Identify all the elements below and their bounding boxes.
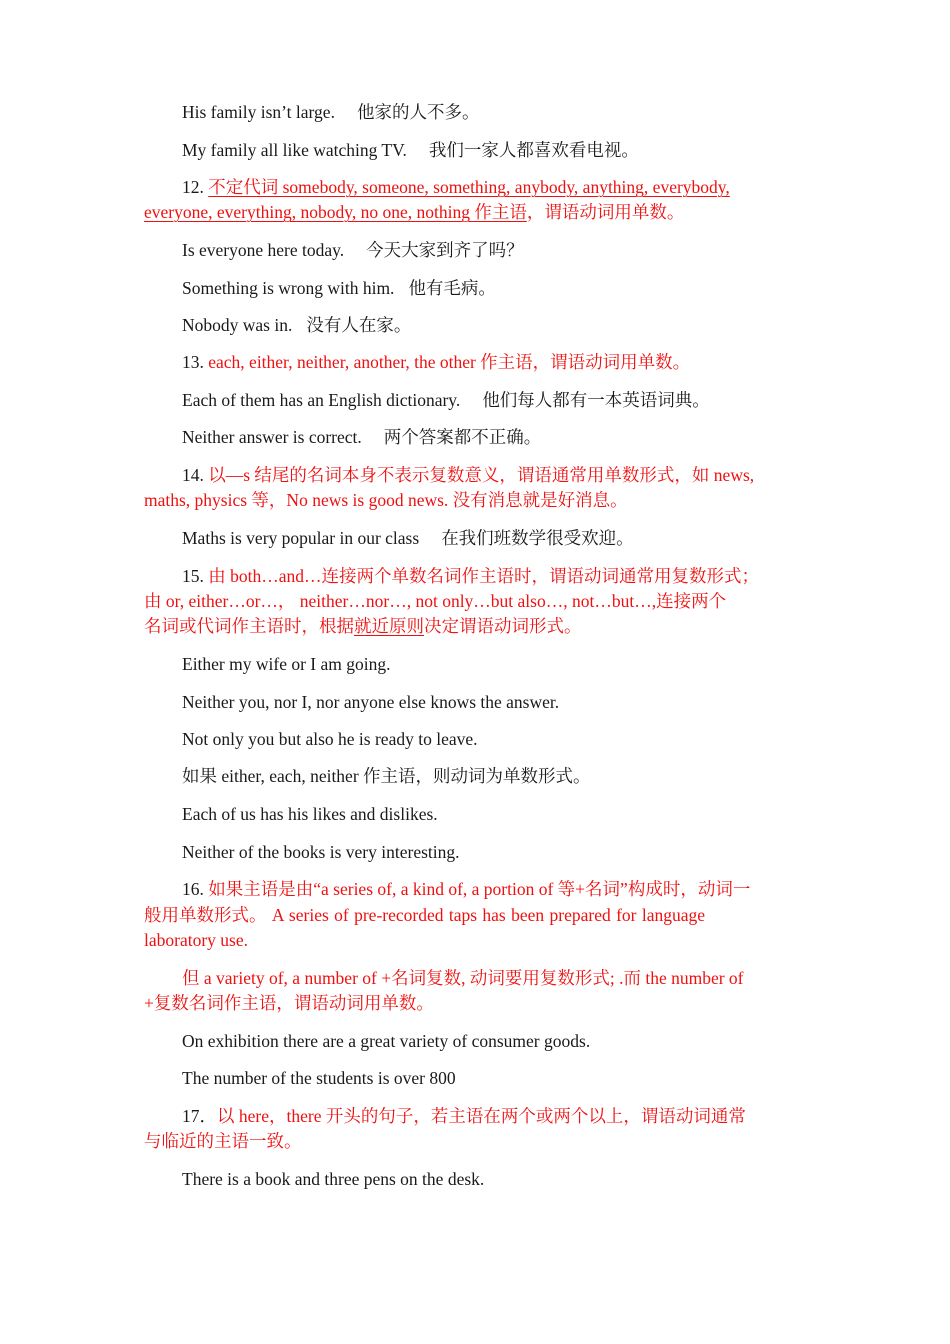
rule-16b-line-1 [182, 966, 808, 991]
example-english: On exhibition there are a great variety of consumer goods. [182, 1031, 591, 1051]
rule-text: 般用单数形式。 A series of pre-recorded taps has been prepared for language [144, 905, 706, 925]
note-text: 如果 either, each, neither 作主语，则动词为单数形式。 [182, 766, 591, 786]
example-chinese: 没有人在家。 [306, 315, 412, 335]
rule-text: 以—s 结尾的名词本身不表示复数意义，谓语通常用单数形式，如 news, [208, 465, 755, 485]
example-line [182, 313, 808, 338]
rule-15-line-2 [144, 589, 808, 614]
example-line [182, 138, 808, 163]
rule-text: 与临近的主语一致。 [144, 1131, 302, 1151]
example-english: Not only you but also he is ready to leave. [182, 729, 478, 749]
example-line [182, 802, 808, 827]
example-line [182, 727, 808, 752]
rule-16-line-1 [182, 877, 808, 902]
rule-text: 不定代词 somebody, someone, something, anybody, anything, everybody, [208, 177, 730, 197]
example-english: There is a book and three pens on the desk. [182, 1169, 485, 1189]
rule-number: 12. [182, 177, 204, 197]
example-english: The number of the students is over 800 [182, 1068, 456, 1088]
rule-text: ，谓语动词用单数。 [526, 202, 685, 222]
example-line [182, 1066, 808, 1091]
example-line [182, 238, 808, 263]
example-english: Either my wife or I am going. [182, 654, 391, 674]
rule-17-line-1 [182, 1104, 808, 1129]
example-chinese: 他们每人都有一本英语词典。 [482, 390, 710, 410]
example-english: Nobody was in. [182, 315, 293, 335]
rule-12-line-2 [144, 200, 808, 225]
example-chinese: 他家的人不多。 [356, 102, 480, 122]
rule-13-line-1 [182, 350, 808, 375]
example-line [182, 1029, 808, 1054]
example-line [182, 100, 808, 125]
rule-number: 15. [182, 566, 204, 586]
rule-keyword: 就近原则 [354, 616, 424, 636]
rule-text: 由 or, either…or…， neither…nor…, not only…but also…, not…but…,连接两个 [144, 591, 727, 611]
example-english: Neither you, nor I, nor anyone else knows the answer. [182, 692, 560, 712]
example-english: Something is wrong with him. [182, 278, 395, 298]
example-line [182, 840, 808, 865]
rule-text: maths, physics 等，No news is good news. 没有消息就是好消息。 [144, 490, 628, 510]
rule-text: +复数名词作主语，谓语动词用单数。 [144, 993, 434, 1013]
rule-number: 14. [182, 465, 204, 485]
rule-16b-line-2 [144, 991, 808, 1016]
rule-text: 如果主语是由“a series of, a kind of, a portion of 等+名词”构成时，动词一 [208, 879, 751, 899]
note-line [182, 764, 808, 789]
example-chinese: 两个答案都不正确。 [383, 427, 542, 447]
example-english: His family isn’t large. [182, 102, 335, 122]
example-english: Is everyone here today. [182, 240, 345, 260]
rule-16-line-3 [144, 928, 808, 953]
example-english: Each of us has his likes and dislikes. [182, 804, 438, 824]
example-chinese: 我们一家人都喜欢看电视。 [428, 140, 639, 160]
rule-15-line-3 [144, 614, 808, 639]
example-chinese: 在我们班数学很受欢迎。 [441, 528, 634, 548]
example-english: Each of them has an English dictionary. [182, 390, 461, 410]
rule-text: everyone, everything, nobody, no one, nothing 作主语 [144, 202, 527, 222]
example-line [182, 652, 808, 677]
example-english: My family all like watching TV. [182, 140, 407, 160]
rule-text: 由 both…and…连接两个单数名词作主语时，谓语动词通常用复数形式； [208, 566, 760, 586]
rule-text: 但 a variety of, a number of +名词复数, 动词要用复数形式; .而 the number of [182, 968, 744, 988]
example-line [182, 690, 808, 715]
rule-text: 以 here，there 开头的句子，若主语在两个或两个以上，谓语动词通常 [217, 1106, 746, 1126]
rule-text: 名词或代词作主语时，根据 [144, 616, 354, 636]
rule-number: 16. [182, 879, 204, 899]
example-line [182, 526, 808, 551]
example-english: Neither of the books is very interesting. [182, 842, 460, 862]
example-english: Maths is very popular in our class [182, 528, 420, 548]
rule-17-line-2 [144, 1129, 808, 1154]
rule-15-line-1 [182, 564, 808, 589]
rule-text: each, either, neither, another, the other 作主语，谓语动词用单数。 [208, 352, 691, 372]
rule-text: 决定谓语动词形式。 [424, 616, 582, 636]
rule-16-line-2 [144, 903, 808, 928]
example-line [182, 1167, 808, 1192]
example-chinese: 他有毛病。 [408, 278, 496, 298]
rule-12-line-1 [182, 175, 808, 200]
rule-text: laboratory use. [144, 930, 248, 950]
rule-number: 13. [182, 352, 204, 372]
example-line [182, 276, 808, 301]
rule-14-line-2 [144, 488, 808, 513]
example-line [182, 425, 808, 450]
rule-14-line-1 [182, 463, 808, 488]
example-line [182, 388, 808, 413]
rule-number: 17． [182, 1106, 217, 1126]
example-english: Neither answer is correct. [182, 427, 362, 447]
example-chinese: 今天大家到齐了吗？ [366, 240, 524, 260]
